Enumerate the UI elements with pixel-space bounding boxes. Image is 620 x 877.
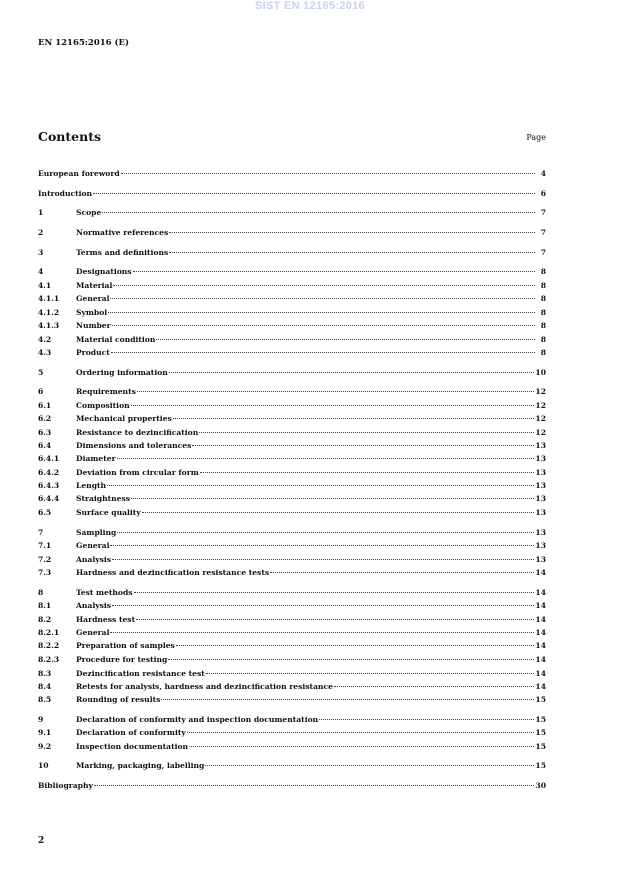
toc-entry-title: Test methods xyxy=(76,588,133,597)
dot-leader xyxy=(169,232,535,233)
toc-entry-page: 12 xyxy=(535,387,546,396)
toc-entry-number: 6.1 xyxy=(38,401,52,410)
toc-entry[interactable] xyxy=(38,347,546,358)
dot-leader xyxy=(110,632,534,633)
toc-entry-title: Dezincification resistance test xyxy=(76,669,205,678)
toc-entry-number: 2 xyxy=(38,228,44,237)
toc-entry-page: 8 xyxy=(540,321,546,330)
dot-leader xyxy=(176,645,535,646)
toc-entry-number: 7.3 xyxy=(38,568,52,577)
toc-entry-number: 3 xyxy=(38,248,44,257)
toc-entry-page: 13 xyxy=(535,541,546,550)
dot-leader xyxy=(334,686,534,687)
dot-leader xyxy=(173,418,535,419)
toc-entry-number: 6.4.4 xyxy=(38,494,60,503)
toc-entry-page: 6 xyxy=(540,189,546,198)
toc-entry[interactable] xyxy=(38,400,546,411)
toc-entry-page: 7 xyxy=(540,208,546,217)
toc-entry-title: Resistance to dezincification xyxy=(76,428,199,437)
toc-entry-page: 8 xyxy=(540,348,546,357)
dot-leader xyxy=(117,458,535,459)
toc-entry-title: Symbol xyxy=(76,308,108,317)
toc-entry[interactable] xyxy=(38,280,546,291)
toc-entry-page: 13 xyxy=(535,528,546,537)
toc-entry-number: 8.2 xyxy=(38,615,52,624)
dot-leader xyxy=(199,432,534,433)
toc-entry-number: 4.1.3 xyxy=(38,321,60,330)
page-number: 2 xyxy=(38,836,45,846)
toc-entry-page: 7 xyxy=(540,248,546,257)
toc-entry-title: Terms and definitions xyxy=(76,248,169,257)
dot-leader xyxy=(121,173,535,174)
toc-entry-title: Preparation of samples xyxy=(76,641,175,650)
document-id: EN 12165:2016 (E) xyxy=(38,38,130,48)
toc-entry[interactable] xyxy=(38,640,546,651)
dot-leader xyxy=(161,699,534,700)
toc-entry[interactable] xyxy=(38,741,546,752)
toc-entry-page: 12 xyxy=(535,428,546,437)
toc-entry-page: 14 xyxy=(535,615,546,624)
dot-leader xyxy=(112,559,534,560)
toc-entry-page: 8 xyxy=(540,281,546,290)
toc-entry-page: 13 xyxy=(535,468,546,477)
dot-leader xyxy=(108,312,535,313)
dot-leader xyxy=(94,785,535,786)
toc-entry[interactable] xyxy=(38,600,546,611)
contents-heading: Contents xyxy=(38,129,102,144)
dot-leader xyxy=(102,212,535,213)
toc-entry-page: 12 xyxy=(535,414,546,423)
toc-entry-number: 1 xyxy=(38,208,44,217)
toc-entry-page: 13 xyxy=(535,555,546,564)
toc-entry-number: 8.2.2 xyxy=(38,641,60,650)
toc-entry[interactable] xyxy=(38,614,546,625)
toc-entry-page: 13 xyxy=(535,441,546,450)
toc-entry-page: 15 xyxy=(535,761,546,770)
toc-entry-title: Dimensions and tolerances xyxy=(76,441,192,450)
toc-entry-page: 12 xyxy=(535,401,546,410)
toc-entry[interactable] xyxy=(38,527,546,538)
toc-entry-page: 15 xyxy=(535,715,546,724)
toc-entry-title: Hardness test xyxy=(76,615,136,624)
toc-entry-number: 10 xyxy=(38,761,49,770)
dot-leader xyxy=(110,545,534,546)
toc-entry[interactable] xyxy=(38,668,546,679)
dot-leader xyxy=(192,445,534,446)
toc-entry-title: Introduction xyxy=(38,189,93,198)
dot-leader xyxy=(142,512,535,513)
toc-entry-title: Bibliography xyxy=(38,781,93,790)
toc-entry-title: Ordering information xyxy=(76,368,168,377)
toc-entry[interactable] xyxy=(38,307,546,318)
toc-entry-number: 6.3 xyxy=(38,428,52,437)
toc-entry[interactable] xyxy=(38,480,546,491)
dot-leader xyxy=(131,498,534,499)
toc-entry-title: Analysis xyxy=(76,555,112,564)
toc-entry-page: 8 xyxy=(540,294,546,303)
dot-leader xyxy=(205,765,534,766)
toc-entry-title: Composition xyxy=(76,401,130,410)
toc-entry[interactable] xyxy=(38,493,546,504)
toc-entry[interactable] xyxy=(38,188,546,199)
toc-entry-page: 14 xyxy=(535,628,546,637)
toc-entry-title: Marking, packaging, labelling xyxy=(76,761,205,770)
toc-entry[interactable] xyxy=(38,413,546,424)
toc-entry-number: 8.4 xyxy=(38,682,52,691)
toc-entry[interactable] xyxy=(38,681,546,692)
watermark: SIST EN 12165:2016 xyxy=(255,0,365,12)
toc-entry-title: Requirements xyxy=(76,387,136,396)
dot-leader xyxy=(319,719,534,720)
toc-entry[interactable] xyxy=(38,367,546,378)
toc-entry-page: 7 xyxy=(540,228,546,237)
toc-entry-title: Product xyxy=(76,348,110,357)
toc-entry-page: 14 xyxy=(535,655,546,664)
toc-entry-number: 6 xyxy=(38,387,44,396)
toc-entry[interactable] xyxy=(38,386,546,397)
toc-entry-page: 13 xyxy=(535,454,546,463)
toc-entry-number: 9 xyxy=(38,715,44,724)
toc-entry-page: 8 xyxy=(540,308,546,317)
toc-entry-title: Declaration of conformity xyxy=(76,728,186,737)
dot-leader xyxy=(137,391,535,392)
toc-entry-page: 10 xyxy=(535,368,546,377)
toc-entry-number: 8.1 xyxy=(38,601,52,610)
toc-entry-title: Retests for analysis, hardness and dezincification resistance xyxy=(76,682,333,691)
toc-entry-number: 7.2 xyxy=(38,555,52,564)
toc-entry-title: Surface quality xyxy=(76,508,141,517)
toc-entry-number: 6.4.1 xyxy=(38,454,60,463)
dot-leader xyxy=(133,271,535,272)
toc-entry-number: 8.3 xyxy=(38,669,52,678)
toc-entry-title: Material condition xyxy=(76,335,156,344)
page-column-label: Page xyxy=(526,133,546,142)
toc-entry-page: 14 xyxy=(535,682,546,691)
toc-entry-title: Analysis xyxy=(76,601,112,610)
toc-entry-title: Declaration of conformity and inspection documentation xyxy=(76,715,319,724)
toc-entry[interactable] xyxy=(38,227,546,238)
toc-entry[interactable] xyxy=(38,207,546,218)
toc-entry-title: Deviation from circular form xyxy=(76,468,199,477)
toc-entry-title: Hardness and dezincification resistance tests xyxy=(76,568,270,577)
toc-entry-page: 15 xyxy=(535,695,546,704)
dot-leader xyxy=(189,746,534,747)
dot-leader xyxy=(169,372,535,373)
toc-entry-page: 13 xyxy=(535,508,546,517)
toc-entry[interactable] xyxy=(38,587,546,598)
toc-entry[interactable] xyxy=(38,266,546,277)
toc-entry-number: 4 xyxy=(38,267,44,276)
toc-entry-number: 8.5 xyxy=(38,695,52,704)
toc-entry-number: 8.2.3 xyxy=(38,655,60,664)
toc-entry[interactable] xyxy=(38,467,546,478)
toc-entry-number: 6.5 xyxy=(38,508,52,517)
toc-entry-number: 9.1 xyxy=(38,728,52,737)
toc-entry-number: 4.1.1 xyxy=(38,294,60,303)
dot-leader xyxy=(168,659,534,660)
toc-entry[interactable] xyxy=(38,760,546,771)
toc-entry[interactable] xyxy=(38,427,546,438)
toc-entry[interactable] xyxy=(38,727,546,738)
dot-leader xyxy=(169,252,535,253)
toc-entry-title: European foreword xyxy=(38,169,120,178)
toc-entry-number: 8.2.1 xyxy=(38,628,60,637)
toc-entry-page: 14 xyxy=(535,641,546,650)
toc-entry-title: Designations xyxy=(76,267,132,276)
dot-leader xyxy=(131,405,535,406)
toc-entry-number: 7.1 xyxy=(38,541,52,550)
toc-entry-title: Straightness xyxy=(76,494,131,503)
dot-leader xyxy=(156,339,535,340)
toc-entry[interactable] xyxy=(38,293,546,304)
toc-entry-page: 15 xyxy=(535,728,546,737)
toc-entry-title: Diameter xyxy=(76,454,116,463)
toc-entry-page: 4 xyxy=(540,169,546,178)
toc-entry-page: 8 xyxy=(540,335,546,344)
toc-entry-title: Inspection documentation xyxy=(76,742,189,751)
toc-entry-number: 5 xyxy=(38,368,44,377)
toc-entry[interactable] xyxy=(38,334,546,345)
dot-leader xyxy=(187,732,535,733)
toc-entry[interactable] xyxy=(38,694,546,705)
toc-entry-title: Length xyxy=(76,481,107,490)
toc-entry-title: Sampling xyxy=(76,528,117,537)
toc-entry-page: 8 xyxy=(540,267,546,276)
toc-entry[interactable] xyxy=(38,627,546,638)
toc-entry[interactable] xyxy=(38,540,546,551)
toc-entry-title: General xyxy=(76,541,110,550)
toc-entry[interactable] xyxy=(38,567,546,578)
toc-entry[interactable] xyxy=(38,440,546,451)
toc-entry[interactable] xyxy=(38,320,546,331)
toc-entry-page: 14 xyxy=(535,568,546,577)
toc-entry[interactable] xyxy=(38,714,546,725)
toc-entry[interactable] xyxy=(38,654,546,665)
toc-entry-page: 13 xyxy=(535,481,546,490)
toc-entry[interactable] xyxy=(38,247,546,258)
dot-leader xyxy=(93,193,535,194)
toc-entry-page: 13 xyxy=(535,494,546,503)
toc-entry-title: Scope xyxy=(76,208,102,217)
toc-entry-title: Normative references xyxy=(76,228,169,237)
toc-entry-title: General xyxy=(76,628,110,637)
toc-entry-title: Material xyxy=(76,281,113,290)
toc-entry-page: 14 xyxy=(535,669,546,678)
toc-entry-title: General xyxy=(76,294,110,303)
toc-entry[interactable] xyxy=(38,168,546,179)
dot-leader xyxy=(111,352,535,353)
toc-entry[interactable] xyxy=(38,507,546,518)
dot-leader xyxy=(112,325,535,326)
toc-entry-page: 14 xyxy=(535,601,546,610)
toc-entry-number: 6.4.2 xyxy=(38,468,60,477)
toc-entry[interactable] xyxy=(38,453,546,464)
toc-entry[interactable] xyxy=(38,780,546,791)
toc-entry-title: Number xyxy=(76,321,111,330)
toc-entry-title: Mechanical properties xyxy=(76,414,172,423)
toc-entry-page: 15 xyxy=(535,742,546,751)
toc-entry-number: 8 xyxy=(38,588,44,597)
toc-entry[interactable] xyxy=(38,554,546,565)
dot-leader xyxy=(113,285,535,286)
toc-entry-page: 14 xyxy=(535,588,546,597)
toc-entry-number: 9.2 xyxy=(38,742,52,751)
dot-leader xyxy=(107,485,534,486)
dot-leader xyxy=(134,592,535,593)
dot-leader xyxy=(112,605,534,606)
toc-entry-number: 6.2 xyxy=(38,414,52,423)
toc-entry-title: Rounding of results xyxy=(76,695,161,704)
toc-entry-number: 4.3 xyxy=(38,348,52,357)
dot-leader xyxy=(117,532,534,533)
toc-entry-number: 7 xyxy=(38,528,44,537)
toc-entry-number: 4.1.2 xyxy=(38,308,60,317)
toc-entry-number: 6.4 xyxy=(38,441,52,450)
dot-leader xyxy=(270,572,534,573)
dot-leader xyxy=(110,298,535,299)
toc-entry-title: Procedure for testing xyxy=(76,655,168,664)
dot-leader xyxy=(200,472,535,473)
toc-entry-number: 4.1 xyxy=(38,281,52,290)
dot-leader xyxy=(136,619,534,620)
toc-entry-number: 4.2 xyxy=(38,335,52,344)
toc-entry-page: 30 xyxy=(535,781,546,790)
dot-leader xyxy=(206,673,535,674)
toc-entry-number: 6.4.3 xyxy=(38,481,60,490)
